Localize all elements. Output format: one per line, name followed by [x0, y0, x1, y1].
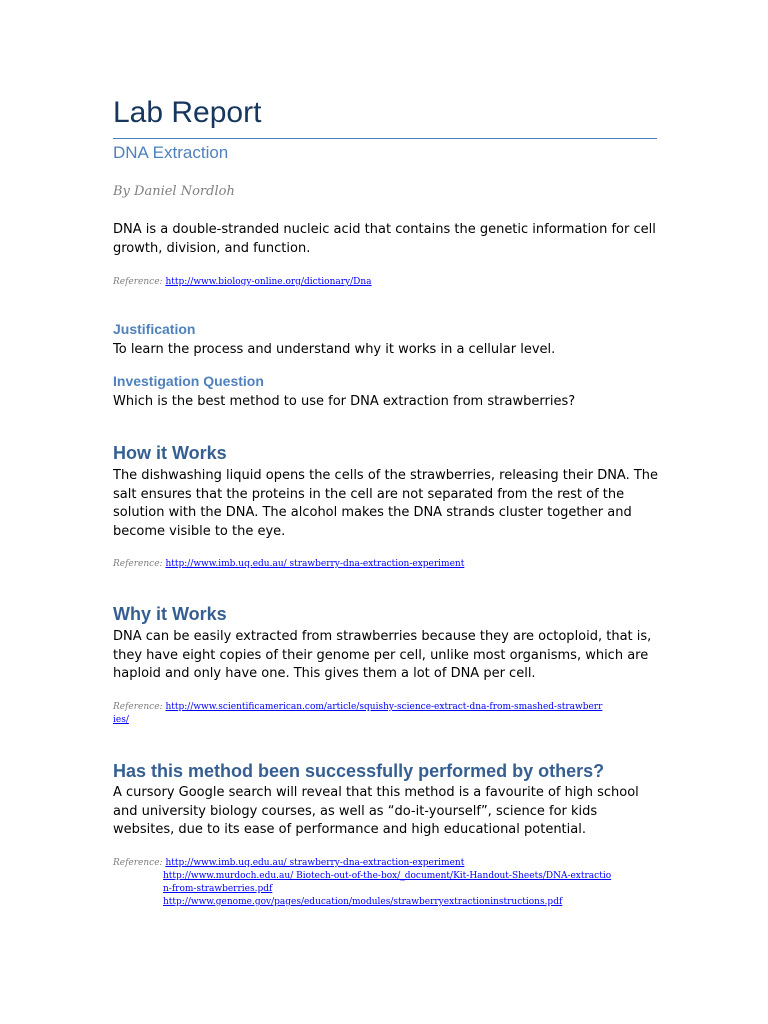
- document-title: Lab Report: [113, 96, 262, 129]
- title-divider: [113, 138, 657, 139]
- why-it-works-paragraph: DNA can be easily extracted from strawberries because they are octoploid, that is, they have eight copies of their genome per cell, unlike most organisms, which are haploid and only have one. This gives them a lot of DNA per cell.: [113, 629, 652, 681]
- reference-label: Reference:: [113, 858, 163, 868]
- reference-link[interactable]: http://www.murdoch.edu.au/ Biotech-out-of-the-box/_document/Kit-Handout-Sheets/DNA-extraction-from-strawberries.pdf: [163, 871, 612, 894]
- performed-by-others-heading: Has this method been successfully performed by others?: [113, 761, 605, 781]
- reference-link-group: [113, 896, 613, 909]
- reference-label: Reference:: [113, 559, 163, 569]
- reference-label: Reference:: [113, 702, 163, 712]
- reference-link-group: [113, 870, 613, 896]
- performed-by-others-paragraph: A cursory Google search will reveal that this method is a favourite of high school and university biology courses, as well as “do-it-yourself”, science for kids websites, due to its ease of performance and high educational potential.: [113, 785, 639, 837]
- reference-link[interactable]: http://www.biology-online.org/dictionary/Dna: [165, 277, 372, 287]
- reference-link[interactable]: http://www.imb.uq.edu.au/ strawberry-dna-extraction-experiment: [165, 559, 465, 569]
- justification-paragraph: To learn the process and understand why it works in a cellular level.: [113, 342, 556, 357]
- reference-link[interactable]: http://www.imb.uq.edu.au/ strawberry-dna-extraction-experiment: [165, 858, 465, 868]
- performed-by-others-reference: [113, 857, 613, 909]
- how-it-works-reference: [113, 558, 633, 571]
- reference-label: Reference:: [113, 277, 163, 287]
- intro-paragraph: DNA is a double-stranded nucleic acid that contains the genetic information for cell growth, division, and function.: [113, 222, 656, 256]
- investigation-heading: Investigation Question: [113, 373, 264, 389]
- justification-heading: Justification: [113, 321, 196, 337]
- how-it-works-heading: How it Works: [113, 443, 227, 463]
- document-subtitle: DNA Extraction: [113, 143, 229, 162]
- reference-link[interactable]: http://www.genome.gov/pages/education/modules/strawberryextractioninstructions.pdf: [163, 897, 563, 907]
- intro-reference: [113, 276, 633, 289]
- why-it-works-heading: Why it Works: [113, 604, 227, 624]
- why-it-works-reference: [113, 701, 603, 727]
- author-byline: By Daniel Nordloh: [113, 184, 235, 199]
- investigation-paragraph: Which is the best method to use for DNA extraction from strawberries?: [113, 394, 576, 409]
- reference-link[interactable]: http://www.scientificamerican.com/article/squishy-science-extract-dna-from-smashed-strawberries/: [113, 702, 603, 725]
- how-it-works-paragraph: The dishwashing liquid opens the cells of the strawberries, releasing their DNA. The salt ensures that the proteins in the cell are not separated from the rest of the solution with the DNA. The alcohol makes the DNA strands cluster together and become visible to the eye.: [113, 468, 659, 539]
